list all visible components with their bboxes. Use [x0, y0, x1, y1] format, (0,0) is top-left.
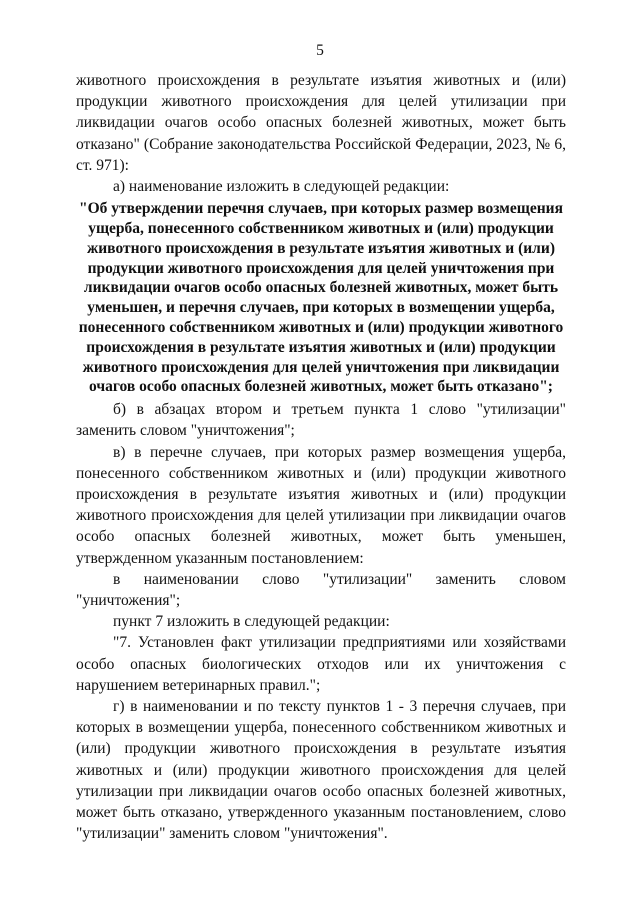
- paragraph-item-v: в) в перечне случаев, при которых размер возмещения ущерба, понесенного собственником животных и (или) продукции животного происхождения в результате изъятия животных и (или) продукции животного происхождения для целей утилизации при ликвидации очагов особо опасных болезней животных, может быть уменьшен, утвержденном указанным постановлением:: [76, 443, 566, 567]
- paragraph-item-g: г) в наименовании и по тексту пунктов 1 - 3 перечня случаев, при которых в возмещении ущерба, понесенного собственником животных и (или) продукции животного происхождения в результате изъятия животных и (или) продукции животного происхождения для целей утилизации при ликвидации очагов особо опасных болезней животных, может быть отказано, утвержденного указанным постановлением, слово "утилизации" заменить словом "уничтожения".: [76, 698, 566, 843]
- page-number: 5: [316, 42, 324, 59]
- document-body: [76, 70, 566, 844]
- paragraph-point-7-text: "7. Установлен факт утилизации предприятиями или хозяйствами особо опасных биологических отходов или их уничтожения с нарушением ветеринарных правил.";: [76, 634, 566, 694]
- paragraph-item-b: б) в абзацах втором и третьем пункта 1 слово "утилизации" заменить словом "уничтожения";: [76, 401, 566, 440]
- paragraph-point-7: пункт 7 изложить в следующей редакции:: [113, 613, 390, 631]
- paragraph-continuation: животного происхождения в результате изъятия животных и (или) продукции животного происхождения для целей утилизации при ликвидации очагов особо опасных болезней животных, может быть отказано" (Собрание законодательства Российской Федерации, 2023, № 6, ст. 971):: [76, 72, 566, 174]
- paragraph-rename: в наименовании слово "утилизации" заменить словом "уничтожения";: [76, 570, 566, 610]
- new-title-text: "Об утверждении перечня случаев, при которых размер возмещения ущерба, понесенного собственником животных и (или) продукции животного происхождения в результате изъятия животных и (или) продукции животного происхождения для целей уничтожения при ликвидации очагов особо опасных болезней животных, может быть уменьшен, и перечня случаев, при которых в возмещении ущерба, понесенного собственником животных и (или) продукции животного происхождения в результате изъятия животных и (или) продукции животного происхождения для целей уничтожения при ликвидации очагов особо опасных болезней животных, может быть отказано";: [78, 200, 564, 396]
- paragraph-item-a: а) наименование изложить в следующей редакции:: [113, 178, 450, 196]
